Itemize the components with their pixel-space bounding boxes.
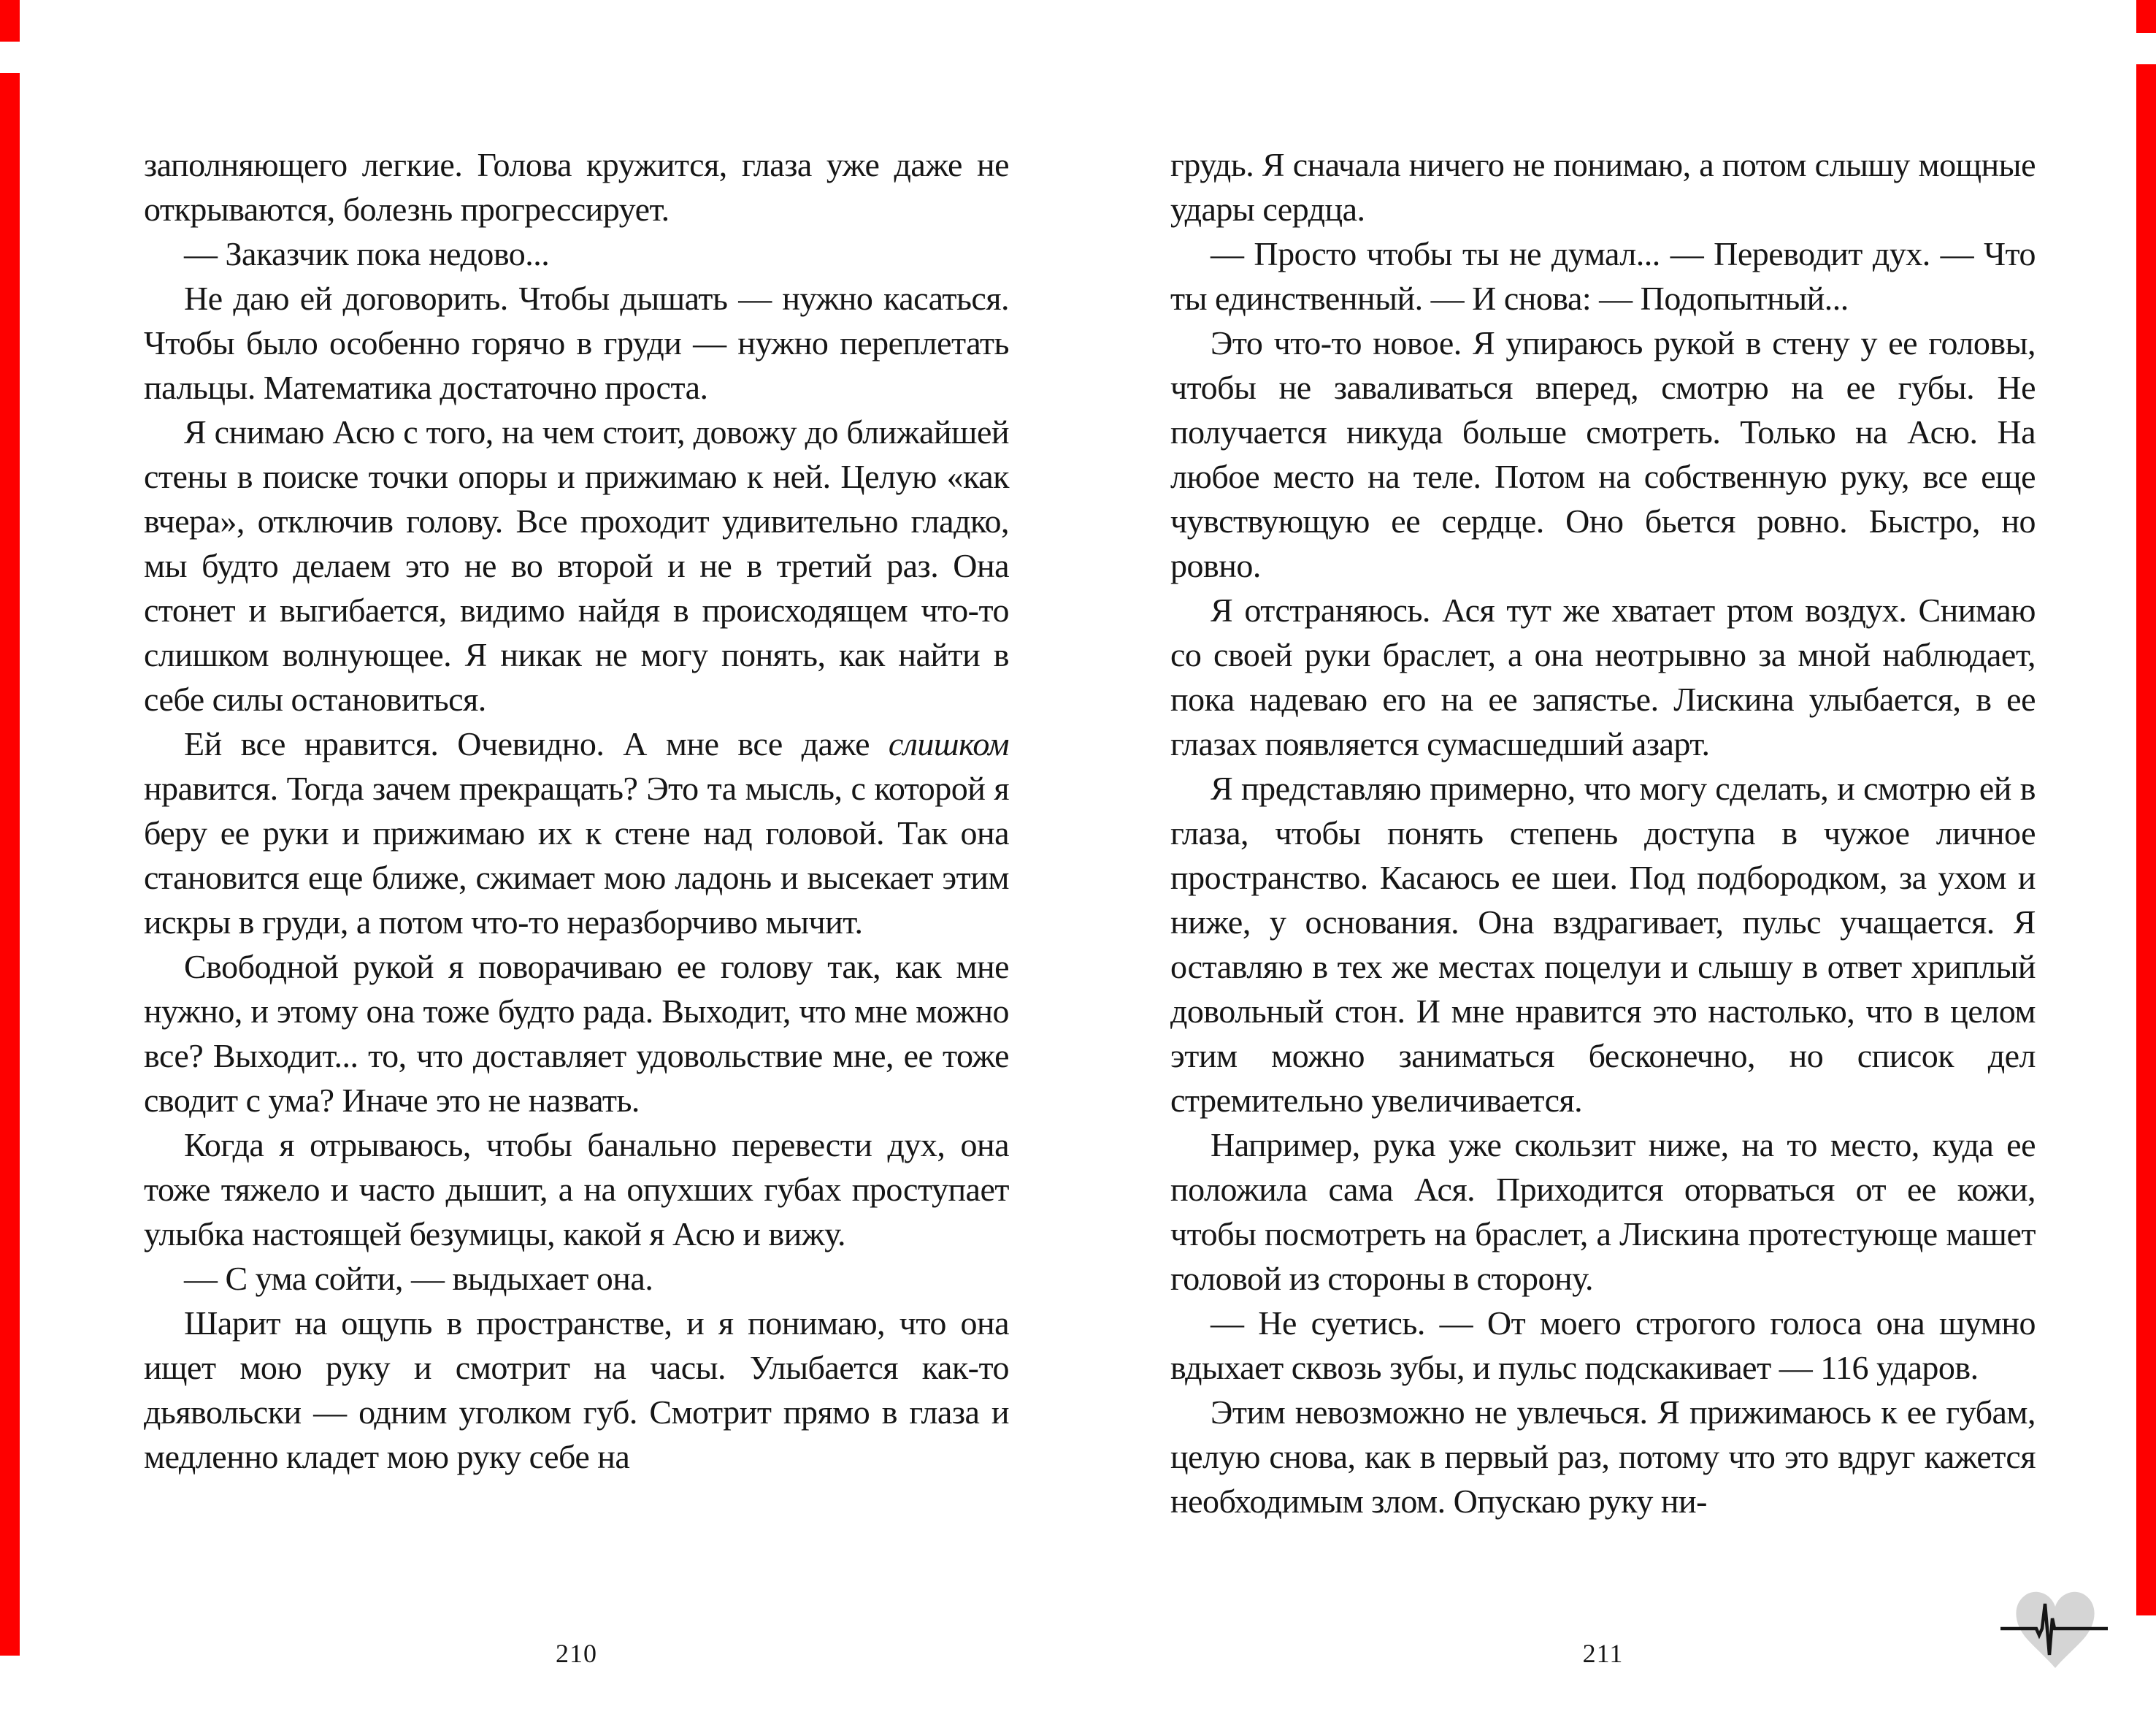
paragraph	[1170, 321, 2036, 588]
left-page-text	[144, 142, 1009, 1479]
paragraph	[144, 276, 1009, 410]
text-segment: нравится. Тогда зачем прекращать? Это та мысль, с которой я беру ее руки и прижимаю их к стене над головой. Так она становится еще ближе, сжимает мою ладонь и высекает этим искры в груди, а потом что-то неразборчиво мычит.	[144, 770, 1009, 941]
paragraph	[1170, 232, 2036, 321]
text-segment: Ей все нравится. Очевидно. А мне все даже	[184, 725, 889, 762]
text-segment: Я снимаю Асю с того, на чем стоит, довожу до ближайшей стены в поиске точки опоры и прижимаю к ней. Целую «как вчера», отключив голову. Все проходит удивительно гладко, мы будто делаем это не во второй и не в третий раз. Она стонет и выгибается, видимо найдя в происходящем что-то слишком волнующее. Я никак не могу понять, как найти в себе силы остановиться.	[144, 413, 1009, 718]
paragraph	[1170, 766, 2036, 1122]
paragraph	[1170, 588, 2036, 766]
text-segment: — Не суетись. — От моего строгого голоса она шумно вдыхает сквозь зубы, и пульс подскакивает — 116 ударов.	[1170, 1304, 2036, 1386]
paragraph	[144, 944, 1009, 1122]
paragraph	[144, 722, 1009, 944]
print-bleed-right-top	[2136, 0, 2156, 33]
paragraph	[1170, 142, 2036, 232]
print-bleed-left-top	[0, 0, 20, 42]
paragraph	[144, 1256, 1009, 1301]
text-segment: грудь. Я сначала ничего не понимаю, а потом слышу мощные удары сердца.	[1170, 146, 2036, 228]
paragraph	[1170, 1390, 2036, 1523]
text-segment: Шарит на ощупь в пространстве, и я понимаю, что она ищет мою руку и смотрит на часы. Улыбается как-то дьявольски — одним уголком губ. Смотрит прямо в глаза и медленно кладет мою руку себе на	[144, 1304, 1009, 1475]
heartbeat-heart-icon	[1997, 1586, 2121, 1681]
text-segment: Когда я отрываюсь, чтобы банально перевести дух, она тоже тяжело и часто дышит, а на опухших губах проступает улыбка настоящей безумицы, какой я Асю и вижу.	[144, 1126, 1009, 1252]
print-bleed-right-main	[2136, 64, 2156, 1615]
paragraph	[144, 1301, 1009, 1479]
print-bleed-left-main	[0, 73, 20, 1656]
text-segment: Это что-то новое. Я упираюсь рукой в стену у ее головы, чтобы не заваливаться вперед, смотрю на ее губы. Не получается никуда больше смотреть. Только на Асю. На любое место на теле. Потом на собственную руку, все еще чувствующую ее сердце. Оно бьется ровно. Быстро, но ровно.	[1170, 324, 2036, 584]
text-segment: заполняющего легкие. Голова кружится, глаза уже даже не открываются, болезнь прогрессирует.	[144, 146, 1009, 228]
paragraph	[144, 410, 1009, 722]
text-segment: Я отстраняюсь. Ася тут же хватает ртом воздух. Снимаю со своей руки браслет, а она неотрывно за мной наблюдает, пока надеваю его на ее запястье. Лискина улыбается, в ее глазах появляется сумасшедший азарт.	[1170, 592, 2036, 762]
paragraph	[144, 142, 1009, 232]
text-segment: Этим невозможно не увлечься. Я прижимаюсь к ее губам, целую снова, как в первый раз, потому что это вдруг кажется необходимым злом. Опускаю руку ни-	[1170, 1393, 2036, 1520]
paragraph	[1170, 1122, 2036, 1301]
left-page-number: 210	[556, 1639, 597, 1668]
italic-text-segment: слишком	[888, 725, 1009, 762]
text-segment: — Заказчик пока недово...	[184, 235, 550, 272]
text-segment: Я представляю примерно, что могу сделать, и смотрю ей в глаза, чтобы понять степень доступа в чужое личное пространство. Касаюсь ее шеи. Под подбородком, за ухом и ниже, у основания. Она вздрагивает, пульс учащается. Я оставляю в тех же местах поцелуи и слышу в ответ хриплый довольный стон. И мне нравится это настолько, что в целом этим можно заниматься бесконечно, но список дел стремительно увеличивается.	[1170, 770, 2036, 1119]
text-segment: Например, рука уже скользит ниже, на то место, куда ее положила сама Ася. Приходится оторваться от ее кожи, чтобы посмотреть на браслет, а Лискина протестующе машет головой из стороны в сторону.	[1170, 1126, 2036, 1297]
text-segment: Свободной рукой я поворачиваю ее голову так, как мне нужно, и этому она тоже будто рада. Выходит, что мне можно все? Выходит... то, что доставляет удовольствие мне, ее тоже сводит с ума? Иначе это не назвать.	[144, 948, 1009, 1119]
text-segment: — С ума сойти, — выдыхает она.	[184, 1260, 653, 1297]
text-segment: Не даю ей договорить. Чтобы дышать — нужно касаться. Чтобы было особенно горячо в груди — нужно переплетать пальцы. Математика достаточно проста.	[144, 280, 1009, 406]
paragraph	[144, 1122, 1009, 1256]
paragraph	[1170, 1301, 2036, 1390]
text-segment: — Просто чтобы ты не думал... — Переводит дух. — Что ты единственный. — И снова: — Подопытный...	[1170, 235, 2036, 317]
paragraph	[144, 232, 1009, 276]
right-page-text	[1170, 142, 2036, 1523]
right-page-number: 211	[1582, 1639, 1624, 1668]
